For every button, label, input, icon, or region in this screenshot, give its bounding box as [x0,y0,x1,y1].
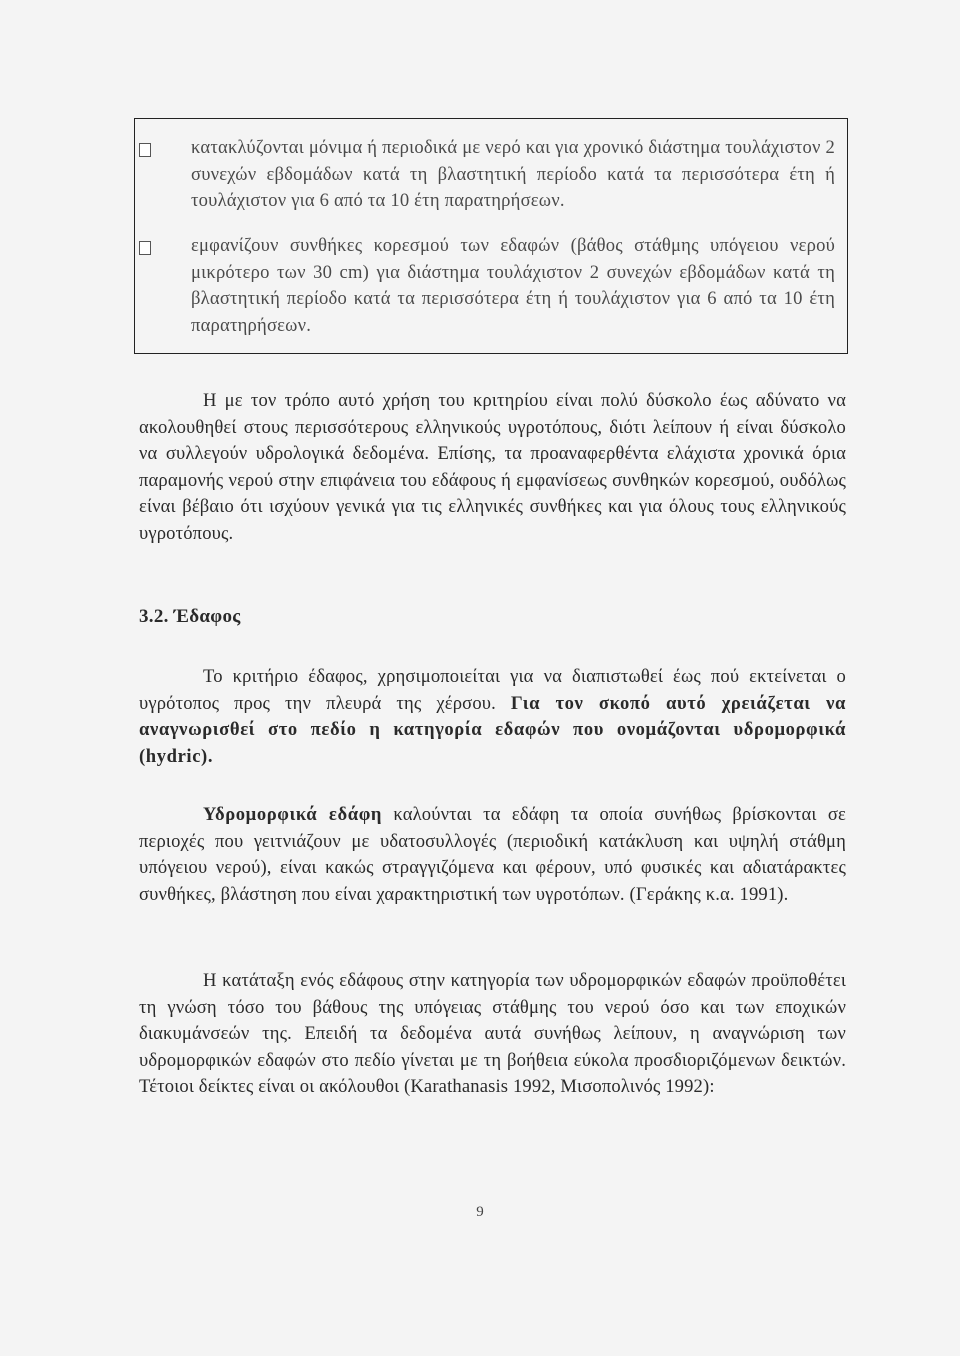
section-heading [139,606,241,628]
checkbox-bullet-icon [139,241,151,255]
bullet-text: εμφανίζουν συνθήκες κορεσμού των εδαφών (βάθος στάθμης υπόγειου νερού μικρότερο των 30 cm) για διάστημα τουλάχιστον 2 συνεχών εβδομάδων κατά τη βλαστητική περίοδο κατά τα περισσότερα έτη ή τουλάχιστον για 6 από τα 10 έτη παρατηρήσεων. [191,235,835,336]
paragraph-text: Το κριτήριο έδαφος, χρησιμοποιείται για να διαπιστωθεί έως πού εκτείνεται ο υγρότοπος προς την πλευρά της χέρσου. [139,666,846,714]
checkbox-bullet-icon [139,143,151,157]
criteria-box [134,118,848,354]
paragraph-hydrology-criterion: Η με τον τρόπο αυτό χρήση του κριτηρίου είναι πολύ δύσκολο έως αδύνατο να ακολουθηθεί στους περισσότερους ελληνικούς υγροτόπους, διότι λείπουν ή είναι δύσκολο να συλλεγούν υδρολογικά δεδομένα. Επίσης, τα προαναφερθέντα ελάχιστα χρονικά όρια παραμονής νερού στην επιφάνεια του εδάφους ή εμφανίσεως συνθηκών κορεσμού, ουδόλως είναι βέβαιο ότι ισχύουν γενικά για τις ελληνικές συνθήκες και για όλους τους ελληνικούς υγροτόπους. [139,390,846,544]
term-bold: Υδρομορφικά εδάφη [203,804,383,825]
paragraph-soil-criterion [139,664,846,770]
paragraph-classification: Η κατάταξη ενός εδάφους στην κατηγορία των υδρομορφικών εδαφών προϋποθέτει τη γνώση τόσο του βάθους της υπόγειας στάθμης του νερού όσο και των εποχικών διακυμάνσεών της. Επειδή τα δεδομένα αυτά συνήθως λείπουν, η αναγνώριση των υδρομορφικών εδαφών στο πεδίο γίνεται με τη βοήθεια εύκολα προσδιοριζόμενων δεικτών. Τέτοιοι δείκτες είναι οι ακόλουθοι (Karathanasis 1992, Μισοπολινός 1992): [139,970,846,1098]
page-number: 9 [476,1204,484,1220]
section-title: Έδαφος [173,606,241,627]
paragraph-text: καλούνται τα εδάφη τα οποία συνήθως βρίσκονται σε περιοχές που γειτνιάζουν με υδατοσυλλογές (περιοδική κατάκλυση και υψηλή στάθμη υπόγειου νερού), είναι κακώς στραγγιζόμενα και φέρουν, υπό φυσικές και αδιατάρακτες συνθήκες, βλάστηση που είναι χαρακτηριστική των υγροτόπων. (Γεράκης κ.α. 1991). [139,804,846,905]
section-number: 3.2. [139,606,169,627]
paragraph-bold-text: Για τον σκοπό αυτό χρειάζεται να αναγνωρισθεί στο πεδίο η κατηγορία εδαφών που ονομάζονται υδρομορφικά (hydric). [139,692,846,767]
paragraph-hydric-soils-definition [139,802,846,908]
bullet-text: κατακλύζονται μόνιμα ή περιοδικά με νερό και για χρονικό διάστημα τουλάχιστον 2 συνεχών εβδομάδων κατά τη βλαστητική περίοδο κατά τα περισσότερα έτη ή τουλάχιστον για 6 από τα 10 έτη παρατηρήσεων. [191,137,835,211]
